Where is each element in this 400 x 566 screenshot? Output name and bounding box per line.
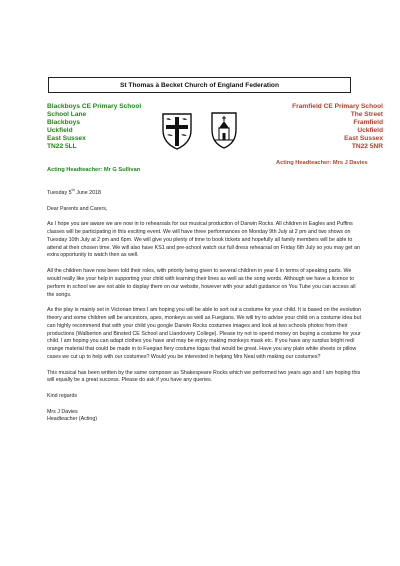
address-line: Blackboys: [47, 119, 80, 126]
signatory-name: Mrs J Davies: [47, 408, 78, 415]
signatory-title: Headteacher (Acting): [47, 416, 98, 423]
date-text: Tuesday 5: [47, 190, 72, 196]
school-crest-left-icon: [160, 111, 194, 151]
framfield-address-block: [283, 103, 383, 151]
address-line: TN22 5NR: [351, 143, 383, 150]
closing: Kind regards: [47, 393, 78, 399]
acting-headteacher-right: Acting Headteacher: Mrs J Davies: [276, 160, 368, 166]
acting-headteacher-left: Acting Headteacher: Mr G Sullivan: [47, 167, 141, 173]
date-month-year: June 2018: [74, 190, 101, 196]
address-line: Uckfield: [357, 127, 383, 134]
paragraph: All the children have now been told their roles, with priority being given to several children in year 6 in terms of speaking parts. We would really like your help in supporting your child with learning their lines as well as the song words. Although we have a licence to perform in school we are not able to display them on our website, however with your adult guidance on You Tube you can access all the songs.: [47, 267, 356, 298]
paragraph: As the play is mainly set in Victorian times I am hoping you will be able to sort out a costume for your child. It is based on the evolution theory and some children will be ancestors, apes, monkeys as well as Fuegians. We will try to advise your child on a costume idea but can highly recommend that with your child you google Darwin Rocks costumes images and look at two schools photos from their productions (Walberton and Binsted CE School and Llandovery College). Please try not to spend money on buying a costume for your child. I am hoping you can adapt clothes you have and may be enjoy making monkeys mask etc. If you have any surplus bright red/ orange material that could be made in to Fuegian fiery costume togas that would be great. Have you any plain white sheets or pillow cases we cut up to help with our costumes? Would you be interested in helping Mrs Neal with making our costumes?: [47, 307, 362, 361]
paragraph: This musical has been written by the same composer as Shakespeare Rocks which we performed two years ago and I am hoping this will equally be a great success. Please do ask if you have any queries.: [47, 369, 361, 384]
school-name-right: Framfield CE Primary School: [292, 103, 383, 110]
address-line: Framfield: [353, 119, 383, 126]
letter-body: [47, 190, 362, 432]
federation-title: St Thomas à Becket Church of England Federation: [119, 81, 279, 89]
address-line: TN22 5LL: [47, 143, 77, 150]
school-crest-right-icon: [210, 110, 238, 150]
date-ordinal: th: [71, 188, 75, 193]
address-line: East Sussex: [47, 135, 86, 142]
letter-date: [47, 190, 362, 198]
salutation: Dear Parents and Carers,: [47, 205, 108, 212]
address-line: Uckfield: [47, 127, 73, 134]
address-line: The Street: [350, 111, 383, 118]
federation-title-box: [48, 77, 351, 93]
address-line: East Sussex: [344, 135, 383, 142]
school-name-left: Blackboys CE Primary School: [47, 103, 142, 110]
address-line: School Lane: [47, 111, 87, 118]
paragraph: As I hope you are aware we are now in to rehearsals for our musical production of Darwin Rocks. All children in Eagles and Puffins classes will be participating in this exciting event. We will have three performances on Monday 9th July at 2 pm and two shows on Tuesday 10th July at 2 pm and 6pm. We will give you plenty of time to book tickets and hopefully all family members will be able to attend at their chosen time. We will also have KS1 and pre-school watch our full dress rehearsal on Friday 6th July so you may get an extra opportunity to watch then as well.: [47, 221, 360, 259]
blackboys-address-block: [47, 103, 141, 151]
